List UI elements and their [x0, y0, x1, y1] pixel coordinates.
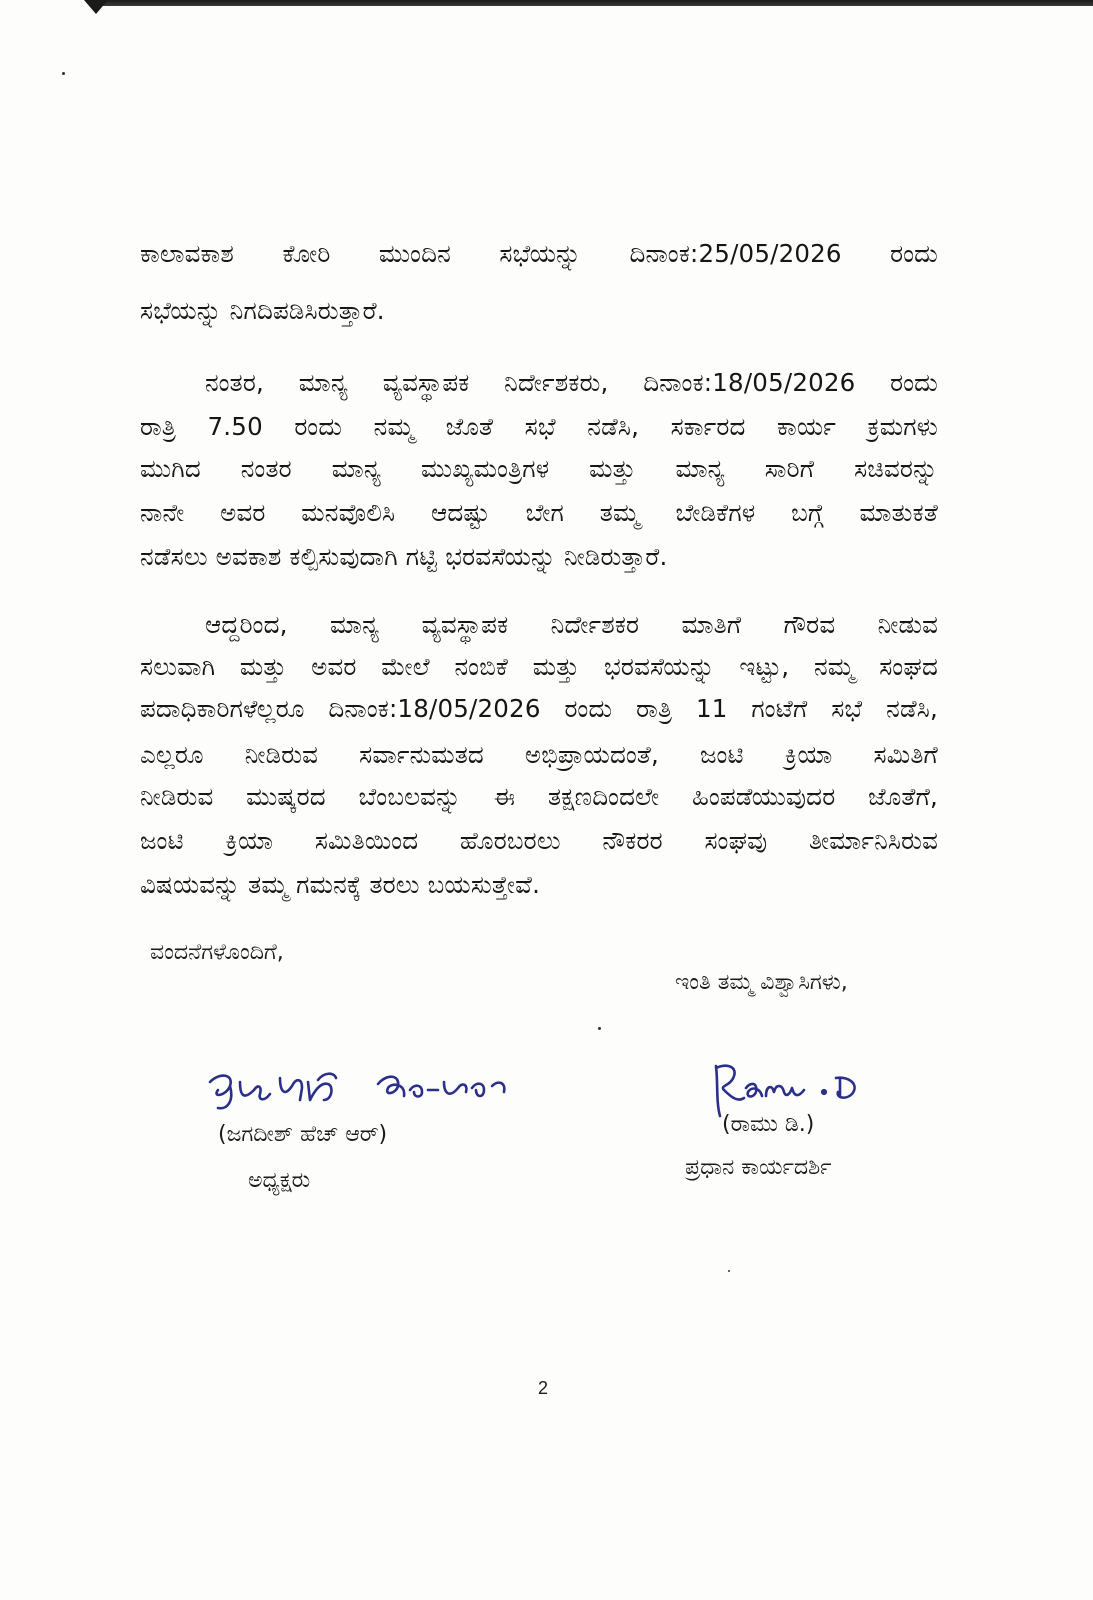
left-signatory-title: ಅಧ್ಯಕ್ಷರು	[248, 1168, 311, 1193]
paragraph-2-line-3: ಮುಗಿದ ನಂತರ ಮಾನ್ಯ ಮುಖ್ಯಮಂತ್ರಿಗಳ ಮತ್ತು ಮಾನ್ಯ ಸಾರಿಗೆ ಸಚಿವರನ್ನು	[140, 454, 938, 483]
left-signatory-name: (ಜಗದೀಶ್ ಹೆಚ್ ಆರ್)	[218, 1122, 388, 1147]
paragraph-2-line-2: ರಾತ್ರಿ 7.50 ರಂದು ನಮ್ಮ ಜೊತೆ ಸಭೆ ನಡೆಸಿ, ಸರ್ಕಾರದ ಕಾರ್ಯ ಕ್ರಮಗಳು	[140, 412, 938, 441]
closing-phrase: ಇಂತಿ ತಮ್ಮ ವಿಶ್ವಾಸಿಗಳು,	[675, 970, 848, 995]
paragraph-1-line-1: ಕಾಲಾವಕಾಶ ಕೋರಿ ಮುಂದಿನ ಸಭೆಯನ್ನು ದಿನಾಂಕ:25/05/2026 ರಂದು	[140, 239, 938, 268]
paragraph-3-line-7: ವಿಷಯವನ್ನು ತಮ್ಮ ಗಮನಕ್ಕೆ ತರಲು ಬಯಸುತ್ತೇವೆ.	[140, 870, 541, 899]
paragraph-3-line-5: ನೀಡಿರುವ ಮುಷ್ಕರದ ಬೆಂಬಲವನ್ನು ಈ ತಕ್ಷಣದಿಂದಲೇ ಹಿಂಪಡೆಯುವುದರ ಜೊತೆಗೆ,	[140, 782, 938, 811]
paragraph-3-line-1: ಆದ್ದರಿಂದ, ಮಾನ್ಯ ವ್ಯವಸ್ಥಾಪಕ ನಿರ್ದೇಶಕರ ಮಾತಿಗೆ ಗೌರವ ನೀಡುವ	[205, 610, 938, 639]
right-signatory-title: ಪ್ರಧಾನ ಕಾರ್ಯದರ್ಶಿ	[685, 1155, 832, 1180]
right-signatory-name: (ರಾಮು ಡಿ.)	[722, 1112, 815, 1137]
paragraph-3-line-4: ಎಲ್ಲರೂ ನೀಡಿರುವ ಸರ್ವಾನುಮತದ ಅಭಿಪ್ರಾಯದಂತೆ, ಜಂಟಿ ಕ್ರಿಯಾ ಸಮಿತಿಗೆ	[140, 740, 938, 769]
greeting: ವಂದನೆಗಳೊಂದಿಗೆ,	[150, 940, 284, 965]
paragraph-3-line-6: ಜಂಟಿ ಕ್ರಿಯಾ ಸಮಿತಿಯಿಂದ ಹೊರಬರಲು ನೌಕರರ ಸಂಘವು ತೀರ್ಮಾನಿಸಿರುವ	[140, 826, 938, 855]
paragraph-2-line-5: ನಡೆಸಲು ಅವಕಾಶ ಕಲ್ಪಿಸುವುದಾಗಿ ಗಟ್ಟಿ ಭರವಸೆಯನ್ನು ನೀಡಿರುತ್ತಾರೆ.	[140, 542, 668, 571]
scan-speck	[728, 1270, 730, 1272]
scan-corner-mark	[84, 0, 108, 14]
page-number: 2	[538, 1378, 549, 1398]
scan-speck	[62, 72, 65, 75]
left-signature	[200, 1060, 540, 1130]
paragraph-3-line-2: ಸಲುವಾಗಿ ಮತ್ತು ಅವರ ಮೇಲೆ ನಂಬಿಕೆ ಮತ್ತು ಭರವಸೆಯನ್ನು ಇಟ್ಟು, ನಮ್ಮ ಸಂಘದ	[140, 652, 938, 681]
paragraph-2-line-4: ನಾನೇ ಅವರ ಮನವೊಲಿಸಿ ಆದಷ್ಟು ಬೇಗ ತಮ್ಮ ಬೇಡಿಕೆಗಳ ಬಗ್ಗೆ ಮಾತುಕತೆ	[140, 498, 938, 527]
scan-top-edge	[90, 0, 1093, 6]
paragraph-3-line-3: ಪದಾಧಿಕಾರಿಗಳೆಲ್ಲರೂ ದಿನಾಂಕ:18/05/2026 ರಂದು ರಾತ್ರಿ 11 ಗಂಟೆಗೆ ಸಭೆ ನಡೆಸಿ,	[140, 694, 938, 723]
paragraph-2-line-1: ನಂತರ, ಮಾನ್ಯ ವ್ಯವಸ್ಥಾಪಕ ನಿರ್ದೇಶಕರು, ದಿನಾಂಕ:18/05/2026 ರಂದು	[205, 368, 938, 397]
paragraph-1-line-2: ಸಭೆಯನ್ನು ನಿಗದಿಪಡಿಸಿರುತ್ತಾರೆ.	[140, 296, 385, 325]
scan-speck	[598, 1027, 601, 1030]
